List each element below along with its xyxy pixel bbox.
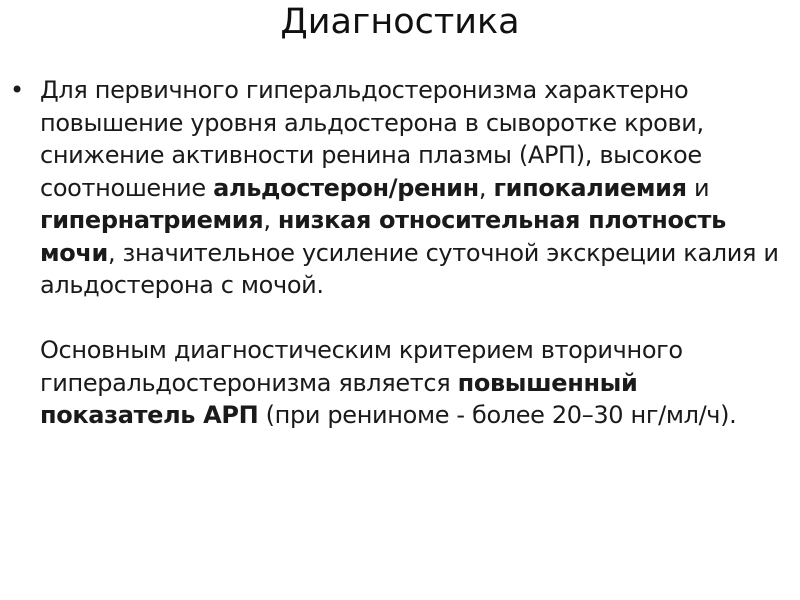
emphasis-aldosterone-renin: альдостерон/ренин xyxy=(213,173,479,202)
paragraph-secondary-hyperaldosteronism xyxy=(40,334,780,432)
text-segment: , xyxy=(478,173,494,202)
paragraph-primary-hyperaldosteronism xyxy=(40,74,780,302)
text-segment: Основным диагностическим критерием вторичного гиперальдостеронизма является xyxy=(40,336,683,397)
slide-content xyxy=(10,74,780,432)
emphasis-hypernatremia: гипернатриемия xyxy=(40,206,264,234)
emphasis-hypokalemia: гипокалиемия xyxy=(493,173,687,202)
text-segment: , xyxy=(263,206,278,234)
text-segment: Для первичного гиперальдостеронизма характерно повышение уровня альдостерона в сыворотке крови, снижение активности ренина плазмы (АРП), высокое соотношение xyxy=(40,76,704,202)
bullet-point: • xyxy=(10,76,24,104)
slide-title: Диагностика xyxy=(280,2,520,42)
text-segment: и xyxy=(686,173,710,202)
emphasis-elevated-arp: повышенный показатель АРП xyxy=(40,368,638,429)
emphasis-low-urine-density: низкая относительная плотность мочи xyxy=(40,206,726,267)
text-segment: , значительное усиление суточной экскреции калия и альдостерона с мочой. xyxy=(40,238,779,299)
text-segment: (при рениноме - более 20–30 нг/мл/ч). xyxy=(258,401,737,429)
paragraph-spacer xyxy=(40,302,780,335)
